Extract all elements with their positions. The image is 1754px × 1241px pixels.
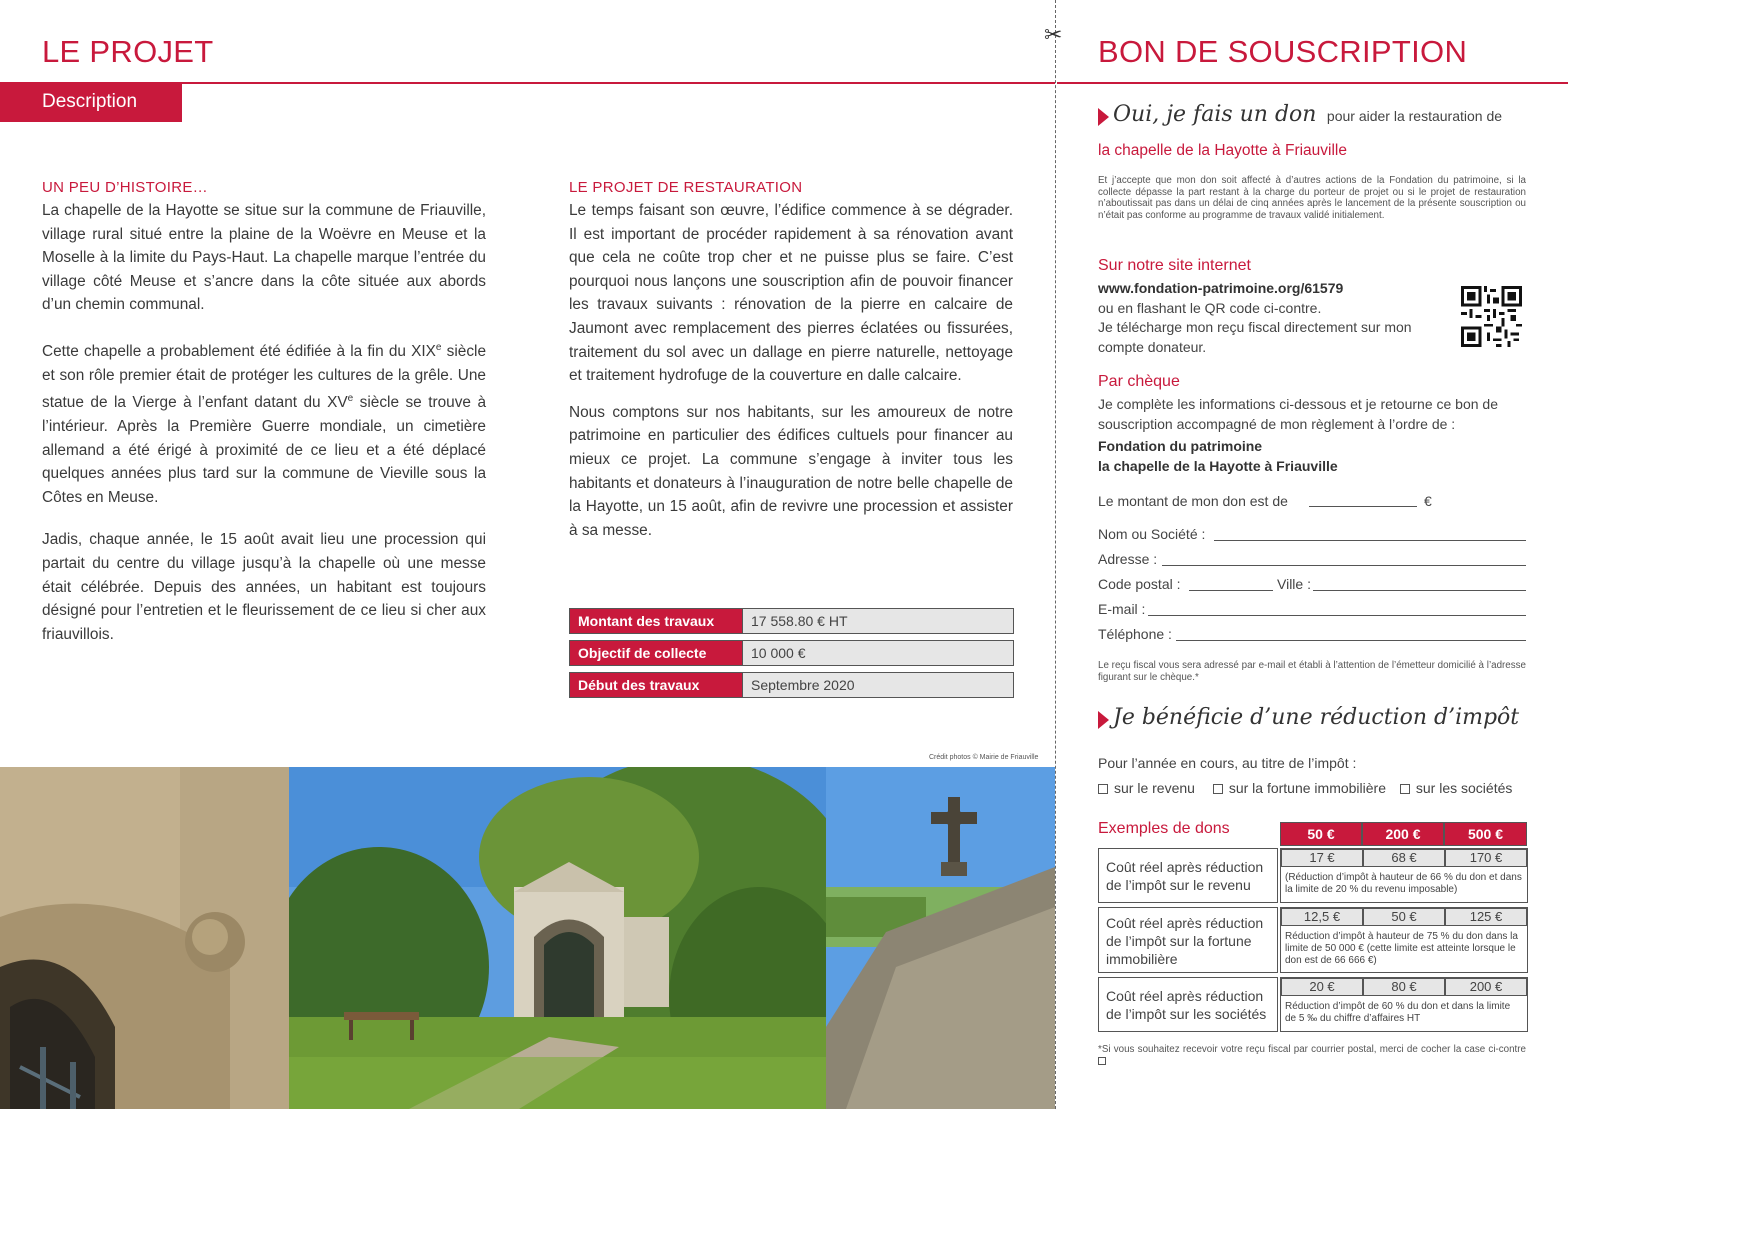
postal-label: Code postal : xyxy=(1098,576,1181,592)
photo-arch-detail xyxy=(0,767,289,1109)
restoration-paragraph-2: Nous comptons sur nos habitants, sur les amoureux de notre patrimoine en particulier des édifices cultuels pour financer au mieux ce projet. La commune s’engage à inviter tous les habitants et donateurs à l’inauguration de notre belle chapelle de la Hayotte, un 15 août, afin de revivre une procession et assister à sa messe. xyxy=(569,403,1013,539)
year-text: Pour l’année en cours, au titre de l’impôt : xyxy=(1098,755,1357,771)
row-label: Coût réel après réduction de l’impôt sur la fortune immobilière xyxy=(1106,915,1264,967)
consent-text: Et j’accepte que mon don soit affecté à d’autres actions de la Fondation du patrimoine, si la collecte dépasse la part restant à la charge du porteur de projet ou si le projet de restauration n’aboutissait pas dans un délai de cinq années après le lancement de la présente souscription ou n’était pas conforme au programme de travaux validé initialement. xyxy=(1098,175,1526,221)
web-url[interactable]: www.fondation-patrimoine.org/61579 xyxy=(1098,280,1344,296)
cost-cell: 50 € xyxy=(1363,908,1445,926)
postal-field[interactable] xyxy=(1189,590,1273,591)
checkbox-icon[interactable] xyxy=(1400,784,1410,794)
restoration-text xyxy=(569,199,1013,561)
facts-label: Montant des travaux xyxy=(570,609,743,634)
description-tab: Description xyxy=(0,84,182,122)
city-label: Ville : xyxy=(1277,576,1311,592)
facts-value: 10 000 € xyxy=(743,641,1014,666)
restoration-paragraph-1: Le temps faisant son œuvre, l’édifice commence à se dégrader. Il est important de procéder rapidement à sa rénovation avant que cela ne coûte trop cher et ne puisse plus se faire. C’est pourquoi nous lançons une souscription afin de pouvoir financer les travaux suivants : rénovation de la pierre en calcaire de Jaumont avec remplacement des pierres éclatées ou fissurées, traitement du sol avec un dallage en pierre naturelle, nettoyage et traitement hydrofuge de la couverture en dalle calcaire. xyxy=(569,202,1013,385)
row-note: Réduction d’impôt de 60 % du don et dans la limite de 5 ‰ du chiffre d’affaires HT xyxy=(1285,1001,1511,1024)
history-heading: UN PEU D’HISTOIRE… xyxy=(42,179,208,196)
web-heading: Sur notre site internet xyxy=(1098,257,1251,274)
checkbox-icon[interactable] xyxy=(1213,784,1223,794)
don-rest: pour aider la restauration de xyxy=(1326,108,1503,124)
cut-line xyxy=(1055,0,1056,1109)
phone-field[interactable] xyxy=(1176,640,1526,641)
examples-heading: Exemples de dons xyxy=(1098,820,1230,837)
amount-unit: € xyxy=(1424,493,1432,509)
web-line-3: Je télécharge mon reçu fiscal directement sur mon compte donateur. xyxy=(1098,319,1412,355)
arrow-icon xyxy=(1098,108,1109,126)
row-label: Coût réel après réduction de l’impôt sur le revenu xyxy=(1106,859,1264,893)
cost-cell: 68 € xyxy=(1363,849,1445,867)
amount-field[interactable] xyxy=(1309,506,1417,507)
amount-header: 50 € xyxy=(1280,822,1362,846)
city-field[interactable] xyxy=(1313,590,1526,591)
name-label: Nom ou Société : xyxy=(1098,526,1206,542)
web-line-2: ou en flashant le QR code ci-contre. xyxy=(1098,299,1322,316)
phone-label: Téléphone : xyxy=(1098,626,1172,642)
cheque-heading: Par chèque xyxy=(1098,373,1180,390)
don-target: la chapelle de la Hayotte à Friauville xyxy=(1098,142,1347,159)
cheque-order-2: la chapelle de la Hayotte à Friauville xyxy=(1098,458,1338,474)
tax-options xyxy=(1098,779,1512,799)
row-label: Coût réel après réduction de l’impôt sur les sociétés xyxy=(1106,988,1267,1022)
address-label: Adresse : xyxy=(1098,551,1158,567)
scissors-icon: ✂ xyxy=(1044,22,1063,47)
cost-cell: 80 € xyxy=(1363,978,1445,996)
checkbox-icon[interactable] xyxy=(1098,1057,1106,1065)
amount-label: Le montant de mon don est de xyxy=(1098,493,1288,509)
row-note: Réduction d’impôt à hauteur de 75 % du don dans la limite de 50 000 € (cette limite est atteinte lorsque le don est de 66 666 €) xyxy=(1285,931,1518,966)
option-fortune[interactable]: sur la fortune immobilière xyxy=(1213,780,1386,796)
cheque-order-1: Fondation du patrimoine xyxy=(1098,438,1263,454)
facts-label: Début des travaux xyxy=(570,673,743,698)
cost-cell: 170 € xyxy=(1445,849,1527,867)
don-script: Oui, je fais un don xyxy=(1113,102,1317,127)
photo-cross xyxy=(826,767,1055,1109)
restoration-heading: LE PROJET DE RESTAURATION xyxy=(569,179,803,196)
row-note: (Réduction d’impôt à hauteur de 66 % du don et dans la limite de 20 % du revenu imposable) xyxy=(1285,872,1522,895)
reduction-line xyxy=(1098,705,1519,730)
don-line xyxy=(1098,102,1502,127)
name-field[interactable] xyxy=(1214,540,1526,541)
qr-code-icon[interactable] xyxy=(1461,286,1522,347)
amount-header: 500 € xyxy=(1444,822,1527,846)
cost-cell: 200 € xyxy=(1445,978,1527,996)
option-revenu[interactable]: sur le revenu xyxy=(1098,780,1195,796)
photo-chapel xyxy=(289,767,826,1109)
cost-cell: 12,5 € xyxy=(1281,908,1363,926)
option-societes[interactable]: sur les sociétés xyxy=(1400,780,1512,796)
history-paragraph-2: Cette chapelle a probablement été édifiée à la fin du XIXe siècle et son rôle premier était de protéger les cultures de la grêle. Une statue de la Vierge à l’enfant datant du XVe siècle se trouve à l’intérieur. Après la Première Guerre mondiale, un cimetière allemand a été érigé à proximité de ce lieu et a été déplacé quelques années plus tard sur la commune de Vieville sous la Côtes en Meuse. xyxy=(42,341,487,506)
arrow-icon xyxy=(1098,711,1109,729)
address-field[interactable] xyxy=(1162,565,1526,566)
receipt-note: Le reçu fiscal vous sera adressé par e-mail et établi à l’attention de l’émetteur domicilié à l’adresse figurant sur le chèque.* xyxy=(1098,660,1526,683)
facts-label: Objectif de collecte xyxy=(570,641,743,666)
cost-cell: 17 € xyxy=(1281,849,1363,867)
footnote: *Si vous souhaitez recevoir votre reçu fiscal par courrier postal, merci de cocher la case ci-contre xyxy=(1098,1044,1526,1067)
form-title: BON DE SOUSCRIPTION xyxy=(1098,34,1468,69)
facts-value: Septembre 2020 xyxy=(743,673,1014,698)
reduction-script: Je bénéficie d’une réduction d’impôt xyxy=(1113,705,1520,730)
facts-table xyxy=(569,608,1014,698)
amount-header: 200 € xyxy=(1362,822,1444,846)
web-block xyxy=(1098,279,1438,357)
email-field[interactable] xyxy=(1148,615,1526,616)
history-text xyxy=(42,199,486,665)
form-title-rule xyxy=(1057,82,1568,84)
cost-cell: 125 € xyxy=(1445,908,1527,926)
checkbox-icon[interactable] xyxy=(1098,784,1108,794)
cost-cell: 20 € xyxy=(1281,978,1363,996)
history-paragraph-1: La chapelle de la Hayotte se situe sur la commune de Friauville, village rural situé entre la plaine de la Woëvre en Meuse et la Moselle à la limite du Pays-Haut. La chapelle marque l’entrée du village côté Meuse et s’ancre dans la côte située aux abords d’un chemin communal. xyxy=(42,202,486,314)
cheque-text: Je complète les informations ci-dessous et je retourne ce bon de souscription accompagné de mon règlement à l’ordre de : xyxy=(1098,396,1498,432)
email-label: E-mail : xyxy=(1098,601,1146,617)
facts-value: 17 558.80 € HT xyxy=(743,609,1014,634)
page-title: LE PROJET xyxy=(42,34,214,69)
history-paragraph-3: Jadis, chaque année, le 15 août avait lieu une procession qui partait du centre du village jusqu’à la chapelle où une messe était célébrée. Depuis des années, un habitant est toujours désigné pour l’entretien et le fleurissement de ce lieu si cher aux friauvillois. xyxy=(42,531,486,643)
photo-credit: Crédit photos © Mairie de Friauville xyxy=(929,754,1039,761)
